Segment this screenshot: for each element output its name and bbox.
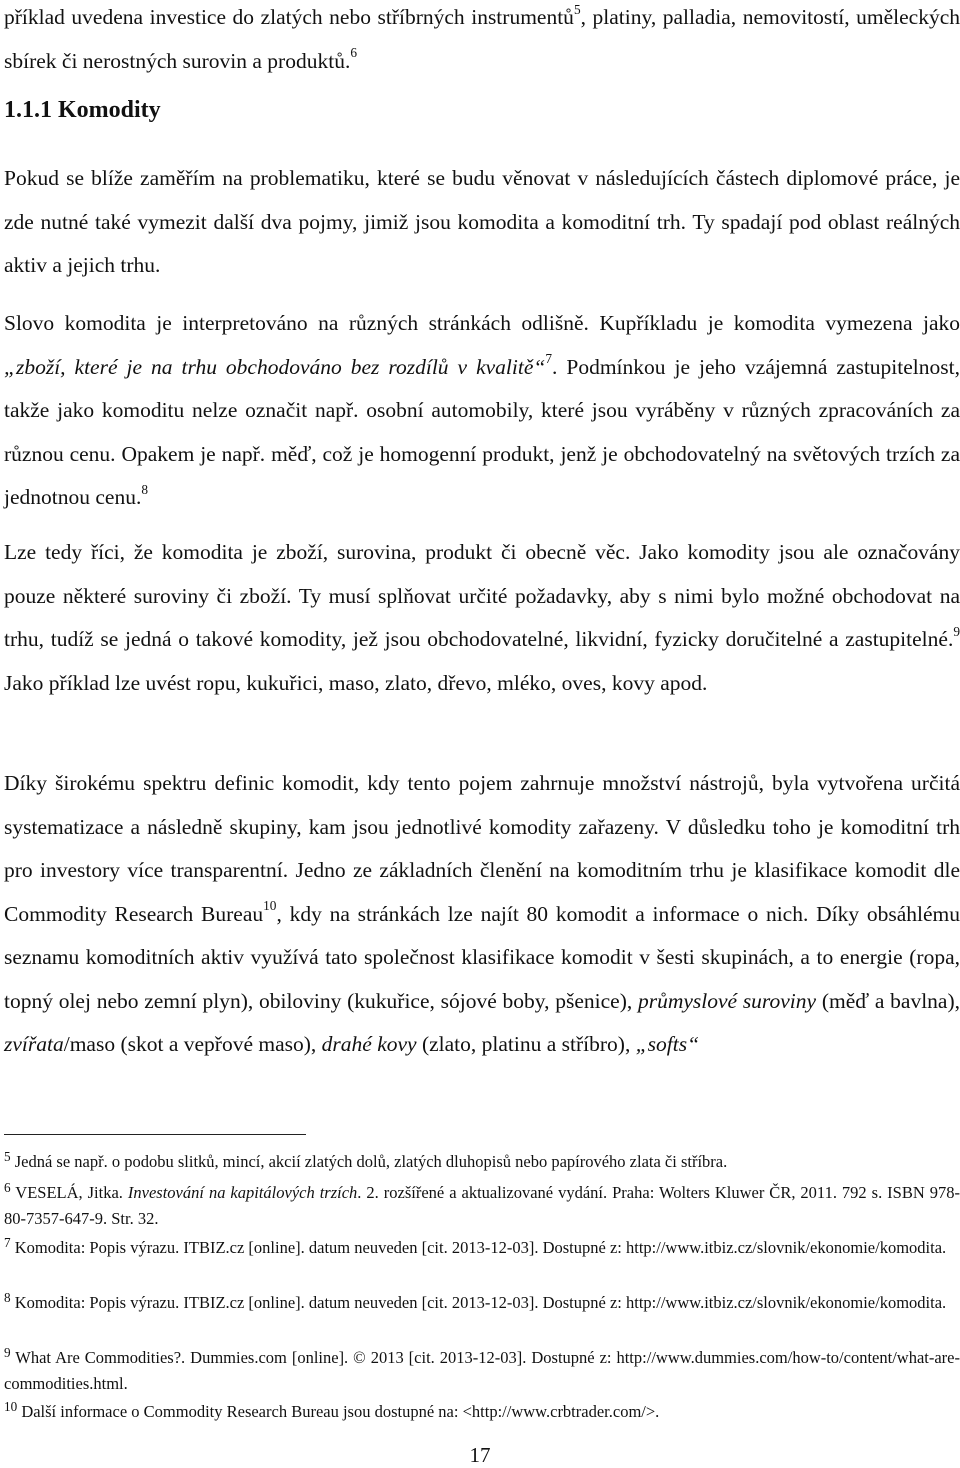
section-heading: 1.1.1 Komodity bbox=[4, 97, 161, 123]
footnote-6: $^6$ VESELÁ, Jitka. Investování na kapitálových trzích. 2. rozšířené a aktualizované vydání. Praha: Wolters Kluwer ČR, 2011. 792 s. ISBN 978-80-7357-647-9. Str. 32. bbox=[4, 1180, 960, 1228]
footnote-10: $^{10}$ Další informace o Commodity Research Bureau jsou dostupné na: <http://www.crbtrader.com/>. bbox=[4, 1399, 660, 1421]
footnote-number: 6 bbox=[4, 1180, 11, 1196]
footnote-number: 5 bbox=[4, 1149, 11, 1165]
footnote-5: $^5$ Jedná se např. o podobu slitků, mincí, akcií zlatých dolů, zlatých dluhopisů nebo papírového zlata či stříbra. bbox=[4, 1149, 728, 1171]
footnote-7: $^7$ Komodita: Popis výrazu. ITBIZ.cz [online]. datum neuveden [cit. 2013-12-03]. Dostupné z: http://www.itbiz.cz/slovnik/ekonomie/komodita. bbox=[4, 1235, 947, 1257]
quoted-definition: „zboží, které je na trhu obchodováno bez rozdílů v kvalitě“ bbox=[4, 354, 546, 379]
footnote-ref-8[interactable]: 8 bbox=[141, 481, 148, 497]
footnote-number: 7 bbox=[4, 1235, 11, 1251]
paragraph-3: Lze tedy říci, že komodita je zboží, surovina, produkt či obecně věc. Jako komodity jsou ale označovány pouze některé suroviny či zboží. Ty musí splňovat určité požadavky, aby s nimi bylo možné obchodovat na trhu, tudíž se jedná o takové komodity, jež jsou obchodovatelné, likvidní, fyzicky doručitelné a zastupitelné.$^9$ Jako příklad lze uvést ropu, kukuřici, maso, zlato, dřevo, mléko, oves, kovy apod. bbox=[4, 540, 960, 695]
footnote-8: $^8$ Komodita: Popis výrazu. ITBIZ.cz [online]. datum neuveden [cit. 2013-12-03]. Dostupné z: http://www.itbiz.cz/slovnik/ekonomie/komodita. bbox=[4, 1290, 947, 1312]
footnote-separator bbox=[4, 1134, 306, 1135]
footnote-ref-9[interactable]: 9 bbox=[953, 623, 960, 639]
footnote-number: 9 bbox=[4, 1345, 11, 1361]
footnote-ref-10[interactable]: 10 bbox=[263, 898, 277, 914]
paragraph-2: Slovo komodita je interpretováno na různých stránkách odlišně. Kupříkladu je komodita vymezena jako „zboží, které je na trhu obchodováno bez rozdílů v kvalitě“$^7$. Podmínkou je jeho vzájemná zastupitelnost, takže jako komoditu nelze označit např. osobní automobily, které jsou vyráběny v různých zpracováních za různou cenu. Opakem je např. měď, což je homogenní produkt, jenž je obchodovatelný na světových trzích za jednotnou cenu.$^8$ bbox=[4, 311, 960, 509]
paragraph-4: Díky širokému spektru definic komodit, kdy tento pojem zahrnuje množství nástrojů, byla vytvořena určitá systematizace a následně skupiny, kam jsou jednotlivé komodity zařazeny. V důsledku toho je komoditní trh pro investory více transparentní. Jedno ze základních členění na komoditním trhu je klasifikace komodit dle Commodity Research Bureau$^{10}$, kdy na stránkách lze najít 80 komodit a informace o nich. Díky obsáhlému seznamu komoditních aktiv využívá tato společnost klasifikace komodit v šesti skupinách, a to energie (ropa, topný olej nebo zemní plyn), obiloviny (kukuřice, sójové boby, pšenice), průmyslové suroviny (měď a bavlna), zvířata/maso (skot a vepřové maso), drahé kovy (zlato, platinu a stříbro), „softs“ bbox=[4, 771, 960, 1056]
footnote-ref-6[interactable]: 6 bbox=[350, 45, 357, 61]
paragraph-1: Pokud se blíže zaměřím na problematiku, které se budu věnovat v následujících částech diplomové práce, je zde nutné také vymezit další dva pojmy, jimiž jsou komodita a komoditní trh. Ty spadají pod oblast reálných aktiv a jejich trhu. bbox=[4, 166, 960, 277]
footnote-ref-5[interactable]: 5 bbox=[573, 1, 581, 17]
page-number: 17 bbox=[469, 1443, 491, 1467]
footnote-ref-7[interactable]: 7 bbox=[545, 351, 552, 367]
footnote-number: 8 bbox=[4, 1290, 11, 1306]
footnote-9: $^9$ What Are Commodities?. Dummies.com [online]. © 2013 [cit. 2013-12-03]. Dostupné z: http://www.dummies.com/how-to/content/what-are-commodities.html. bbox=[4, 1345, 960, 1393]
paragraph-intro: příklad uvedena investice do zlatých nebo stříbrných instrumentů$^5$, platiny, palladia, nemovitostí, uměleckých sbírek či nerostných surovin a produktů.$^6$ bbox=[4, 1, 960, 73]
footnote-number: 10 bbox=[4, 1399, 18, 1415]
